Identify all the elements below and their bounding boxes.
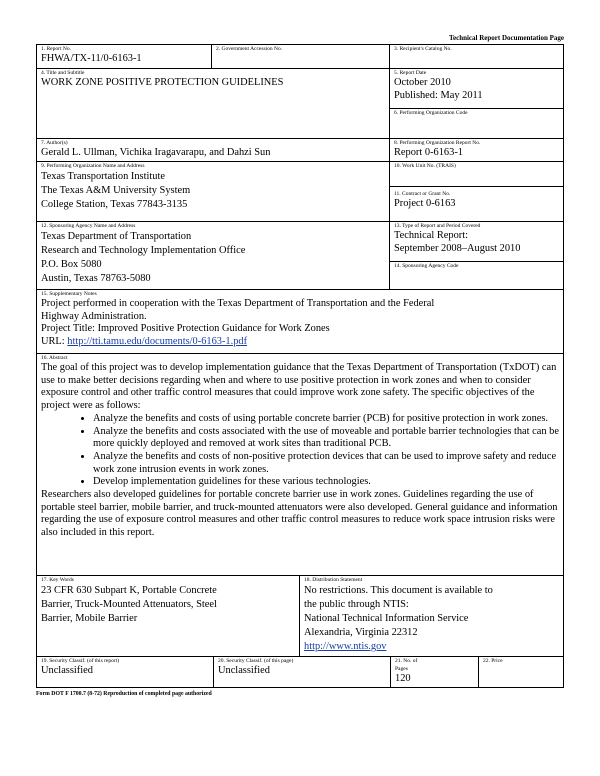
report-type-line1: Technical Report: — [394, 230, 468, 241]
contract-label: 11. Contract or Grant No. — [394, 191, 451, 197]
title-subtitle-value: WORK ZONE POSITIVE PROTECTION GUIDELINES — [41, 77, 284, 88]
sponsoring-agency-line3: P.O. Box 5080 — [41, 259, 102, 270]
supplementary-line2: Highway Administration. — [41, 310, 147, 322]
performing-org-label: 9. Performing Organization Name and Address — [41, 163, 145, 169]
num-pages-value: 120 — [395, 673, 411, 684]
report-date-cell — [390, 69, 563, 109]
supplementary-line1: Project performed in cooperation with the Texas Department of Transportation and the Federal — [41, 298, 435, 309]
report-type-label: 13. Type of Report and Period Covered — [394, 223, 481, 229]
gov-accession-label: 2. Government Accession No. — [216, 46, 283, 52]
performing-org-code-label: 6. Performing Organization Code — [394, 110, 468, 116]
sponsoring-agency-line1: Texas Department of Transportation — [41, 231, 192, 242]
key-words-line2: Barrier, Truck-Mounted Attenuators, Steel — [41, 599, 217, 610]
authors-label: 7. Author(s) — [41, 140, 68, 146]
performing-org-line3: College Station, Texas 77843-3135 — [41, 199, 188, 210]
title-subtitle-label: 4. Title and Subtitle — [41, 70, 85, 76]
work-unit-label: 10. Work Unit No. (TRAIS) — [394, 163, 456, 169]
security-page-cell — [214, 657, 391, 687]
supplementary-cell — [37, 290, 563, 354]
recipient-catalog-label: 3. Recipient's Catalog No. — [394, 46, 452, 52]
page-title: Technical Report Documentation Page — [448, 34, 564, 42]
work-unit-cell — [390, 162, 563, 187]
recipient-catalog-cell — [390, 45, 563, 69]
abstract-label: 16. Abstract — [41, 355, 68, 361]
performing-org-cell — [37, 162, 390, 222]
gov-accession-cell — [212, 45, 390, 69]
report-documentation-form — [36, 44, 564, 688]
report-date-label: 5. Report Date — [394, 70, 427, 76]
performing-org-code-cell — [390, 109, 563, 139]
report-no-cell — [37, 45, 212, 69]
security-report-value: Unclassified — [41, 665, 93, 676]
abstract-bullet: • Analyze the benefits and costs of using portable concrete barrier (PCB) for positive protection in work zones. — [93, 413, 559, 426]
num-pages-label: 21. No. of — [395, 658, 418, 664]
contract-value: Project 0-6163 — [394, 198, 456, 209]
security-report-cell — [37, 657, 214, 687]
abstract-intro: The goal of this project was to develop implementation guidance that the Texas Department of Transportation (TxDOT) can use to make better decisions regarding when and where to use positive protection in work zones and when to consider exposure control and other traffic control measures that could improve work zone safety. The specific objectives of the project were as follows: — [41, 362, 557, 412]
num-pages-cell — [391, 657, 479, 687]
abstract-body — [37, 362, 563, 540]
num-pages-label-2: Pages — [395, 666, 408, 672]
form-footer: Form DOT F 1700.7 (8-72) Reproduction of completed page authorized — [36, 691, 212, 697]
sponsoring-agency-cell — [37, 222, 390, 290]
report-date-line1: October 2010 — [394, 77, 451, 88]
performing-org-report-cell — [390, 139, 563, 162]
distribution-line4: Alexandria, Virginia 22312 — [304, 627, 418, 638]
supplementary-line3: Project Title: Improved Positive Protection Guidance for Work Zones — [41, 323, 330, 334]
abstract-bullet: • Develop implementation guidelines for these various technologies. — [93, 476, 559, 489]
key-words-cell — [37, 576, 300, 657]
sponsoring-agency-line2: Research and Technology Implementation Office — [41, 245, 246, 256]
price-cell — [479, 657, 563, 687]
distribution-line3: National Technical Information Service — [304, 613, 469, 624]
report-no-label: 1. Report No. — [41, 46, 71, 52]
performing-org-report-value: Report 0-6163-1 — [394, 147, 463, 158]
security-page-label: 20. Security Classif. (of this page) — [218, 658, 294, 664]
contract-cell — [390, 187, 563, 222]
authors-cell — [37, 139, 390, 162]
distribution-label: 18. Distribution Statement — [304, 577, 363, 583]
distribution-url-link[interactable]: http://www.ntis.gov — [304, 641, 387, 652]
report-no-value: FHWA/TX-11/0-6163-1 — [41, 53, 142, 64]
title-subtitle-cell — [37, 69, 390, 139]
supplementary-url-prefix: URL: — [41, 335, 68, 347]
report-date-line2: Published: May 2011 — [394, 89, 483, 101]
authors-value: Gerald L. Ullman, Vichika Iragavarapu, and Dahzi Sun — [41, 147, 271, 158]
performing-org-line2: The Texas A&M University System — [41, 185, 191, 196]
sponsoring-agency-line4: Austin, Texas 78763-5080 — [41, 273, 151, 284]
abstract-bullet-list — [41, 413, 559, 489]
supplementary-url-line — [37, 336, 563, 349]
sponsoring-code-cell — [390, 262, 563, 290]
performing-org-line1: Texas Transportation Institute — [41, 171, 165, 182]
key-words-label: 17. Key Words — [41, 577, 74, 583]
abstract-bullet: • Analyze the benefits and costs associated with the use of moveable and portable barrier technologies that can be more quickly deployed and removed at work sites than traditional PCB. — [93, 426, 559, 451]
abstract-cell — [37, 354, 563, 576]
abstract-closing: Researchers also developed guidelines for portable concrete barrier use in work zones. Guidelines regarding the use of portable steel barrier, mobile barrier, and truck-mounted attenuators were also developed. General guidance and information regarding the use of exposure control measures and other traffic control measures to reduce work space intrusion risks were also included in this report. — [41, 489, 558, 539]
key-words-line1: 23 CFR 630 Subpart K, Portable Concrete — [41, 585, 217, 596]
distribution-cell — [300, 576, 563, 657]
abstract-bullet: • Analyze the benefits and costs of non-positive protection devices that can be used to improve safety and reduce work zone intrusion events in work zones. — [93, 451, 559, 476]
key-words-line3: Barrier, Mobile Barrier — [41, 613, 138, 624]
price-label: 22. Price — [483, 658, 503, 664]
supplementary-label: 15. Supplementary Notes — [41, 291, 97, 297]
sponsoring-code-label: 14. Sponsoring Agency Code — [394, 263, 459, 269]
security-page-value: Unclassified — [218, 665, 270, 676]
report-type-cell — [390, 222, 563, 262]
supplementary-url-link[interactable]: http://tti.tamu.edu/documents/0-6163-1.pdf — [67, 335, 248, 347]
sponsoring-agency-label: 12. Sponsoring Agency Name and Address — [41, 223, 136, 229]
performing-org-report-label: 8. Performing Organization Report No. — [394, 140, 481, 146]
report-type-line2: September 2008–August 2010 — [394, 242, 521, 254]
distribution-line2: the public through NTIS: — [304, 599, 409, 610]
security-report-label: 19. Security Classif. (of this report) — [41, 658, 120, 664]
distribution-line1: No restrictions. This document is available to — [304, 585, 493, 596]
